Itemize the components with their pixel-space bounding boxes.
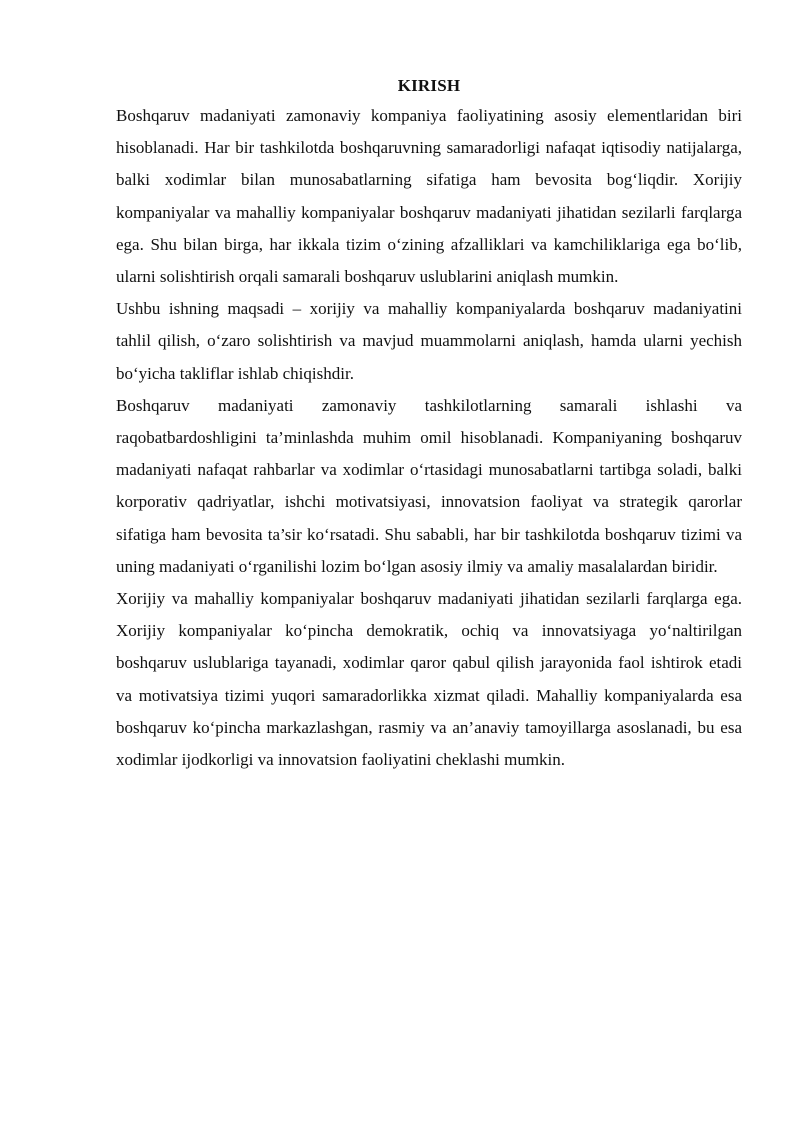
paragraph-1: Boshqaruv madaniyati zamonaviy kompaniya faoliyatining asosiy elementlaridan biri hisoblanadi. Har bir tashkilotda boshqaruvning samaradorligi nafaqat iqtisodiy natijalarga, balki xodimlar bilan munosabatlarning sifatiga ham bevosita bog‘liqdir. Xorijiy kompaniyalar va mahalliy kompaniyalar boshqaruv madaniyati jihatidan sezilarli farqlarga ega. Shu bilan birga, har ikkala tizim o‘zining afzalliklari va kamchiliklariga ega bo‘lib, ularni solishtirish orqali samarali boshqaruv uslublarini aniqlash mumkin. xyxy=(116,106,742,287)
paragraph-4: Xorijiy va mahalliy kompaniyalar boshqaruv madaniyati jihatidan sezilarli farqlarga ega. Xorijiy kompaniyalar ko‘pincha demokratik, ochiq va innovatsiyaga yo‘naltirilgan boshqaruv uslublariga tayanadi, xodimlar qaror qabul qilish jarayonida faol ishtirok etadi va motivatsiya tizimi yuqori samaradorlikka xizmat qiladi. Mahalliy kompaniyalarda esa boshqaruv ko‘pincha markazlashgan, rasmiy va an’anaviy tamoyillarga asoslanadi, bu esa xodimlar ijodkorligi va innovatsion faoliyatini cheklashi mumkin. xyxy=(116,589,742,770)
paragraph-3: Boshqaruv madaniyati zamonaviy tashkilotlarning samarali ishlashi va raqobatbardoshligini ta’minlashda muhim omil hisoblanadi. Kompaniyaning boshqaruv madaniyati nafaqat rahbarlar va xodimlar o‘rtasidagi munosabatlarni tartibga soladi, balki korporativ qadriyatlar, ishchi motivatsiyasi, innovatsion faoliyat va strategik qarorlar sifatiga ham bevosita ta’sir ko‘rsatadi. Shu sababli, har bir tashkilotda boshqaruv tizimi va uning madaniyati o‘rganilishi lozim bo‘lgan asosiy ilmiy va amaliy masalalardan biridir. xyxy=(116,395,742,576)
paragraph-2: Ushbu ishning maqsadi – xorijiy va mahalliy kompaniyalarda boshqaruv madaniyatini tahlil qilish, o‘zaro solishtirish va mavjud muammolarni aniqlash, hamda ularni yechish bo‘yicha takliflar ishlab chiqishdir. xyxy=(116,299,742,383)
section-title: KIRISH xyxy=(397,76,461,95)
